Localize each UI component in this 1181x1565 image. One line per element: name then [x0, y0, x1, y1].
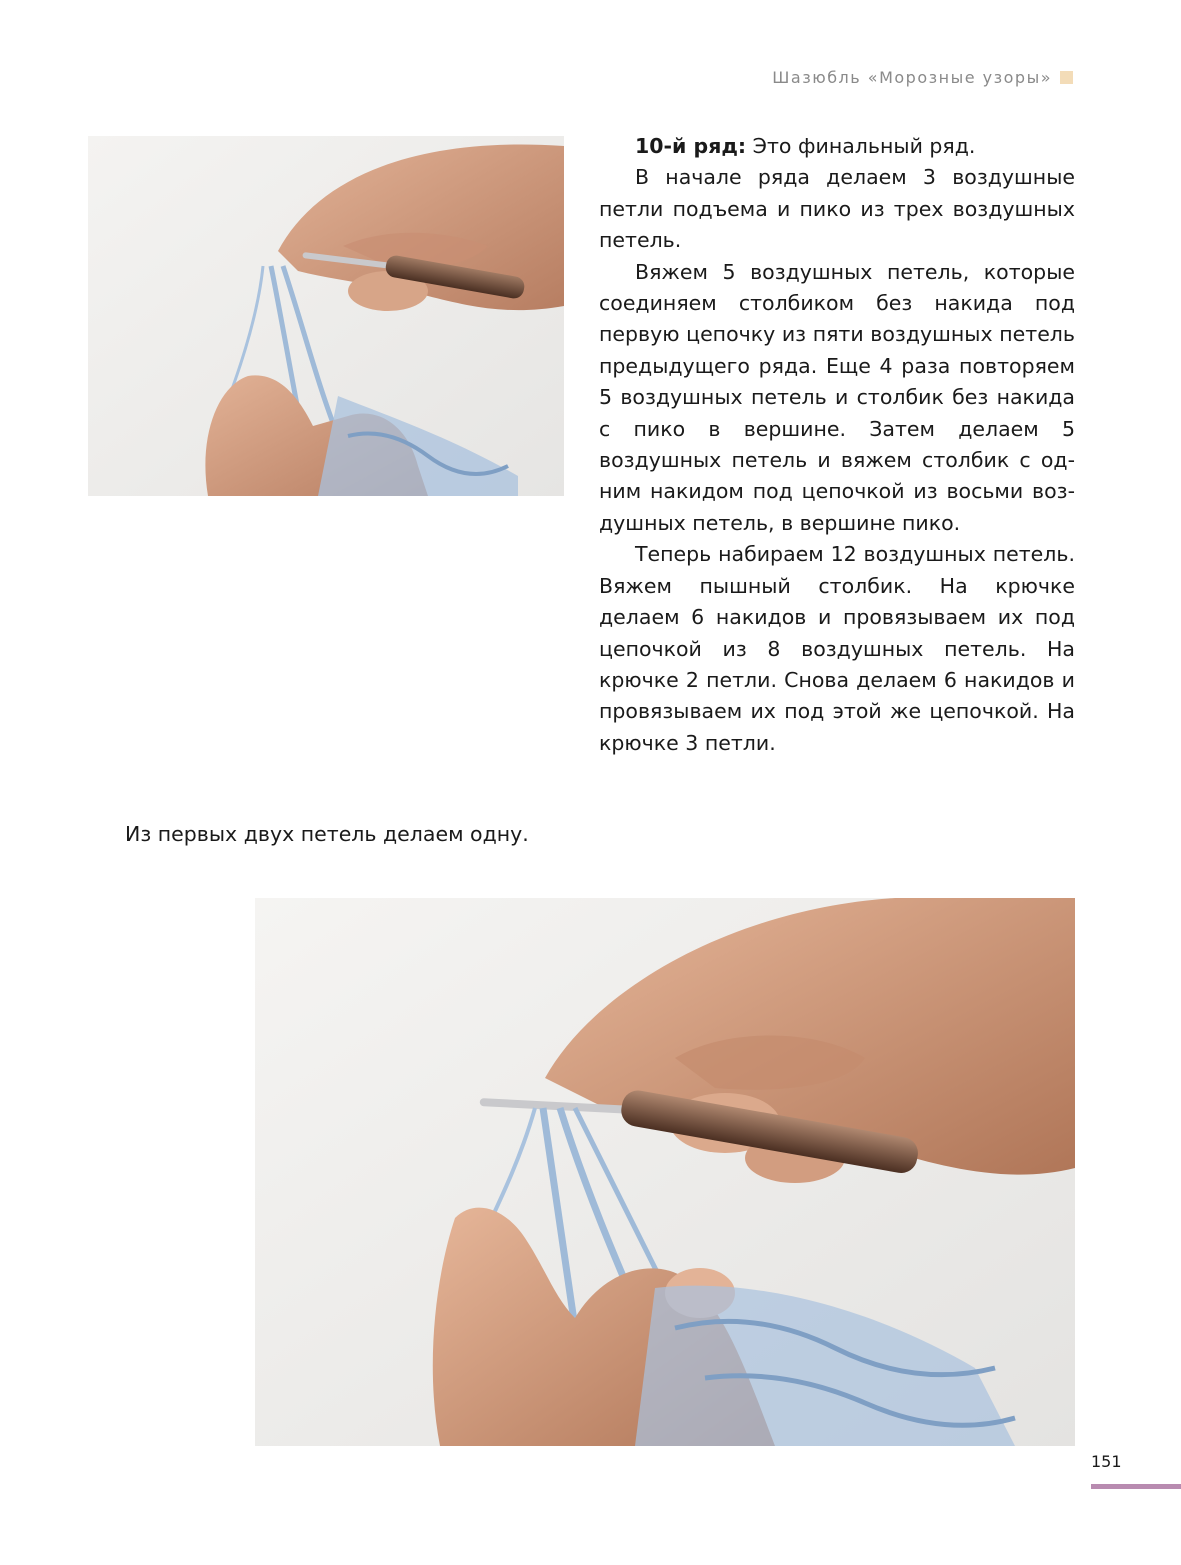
paragraph-2: Вяжем 5 воздушных петель, которые соединяем столбиком без накида под первую цепочку из пяти воздушных петель предыдущего ряда. Еще 4 раза повторяем 5 воздушных петель и столбик без накида с пико в вершине. Затем делаем 5 воздушных петель и вяжем столбик с одним накидом под цепочкой из восьми воздушных петель, в вершине пико. [599, 259, 1075, 535]
paragraph-3: Теперь набираем 12 воздушных петель. Вяжем пышный столбик. На крючке делаем 6 накидов и провязываем их под цепочкой из 8 воздушных петель. На крючке 2 петли. Снова делаем 6 накидов и провязываем их под этой же цепочкой. На крючке 3 петли. [599, 542, 1075, 755]
crochet-photo-top-image [88, 136, 564, 496]
instruction-text [599, 131, 1075, 759]
photo-caption: Из первых двух петель делаем одну. [125, 822, 529, 846]
header-accent-square [1060, 71, 1073, 84]
row-label: 10-й ряд: [635, 134, 747, 158]
page-number: 151 [1091, 1452, 1122, 1471]
crochet-photo-top [88, 136, 564, 496]
crochet-photo-bottom [255, 898, 1075, 1446]
paragraph-1: В начале ряда делаем 3 воздушные петли подъема и пико из трех воздушных петель. [599, 165, 1075, 253]
page-number-rule [1091, 1484, 1181, 1489]
crochet-photo-bottom-image [255, 898, 1075, 1446]
paragraph-row-10 [599, 131, 1075, 162]
running-title: Шазюбль «Морозные узоры» [772, 68, 1052, 87]
running-header [772, 68, 1073, 87]
paragraph-0: Это финальный ряд. [752, 134, 976, 158]
